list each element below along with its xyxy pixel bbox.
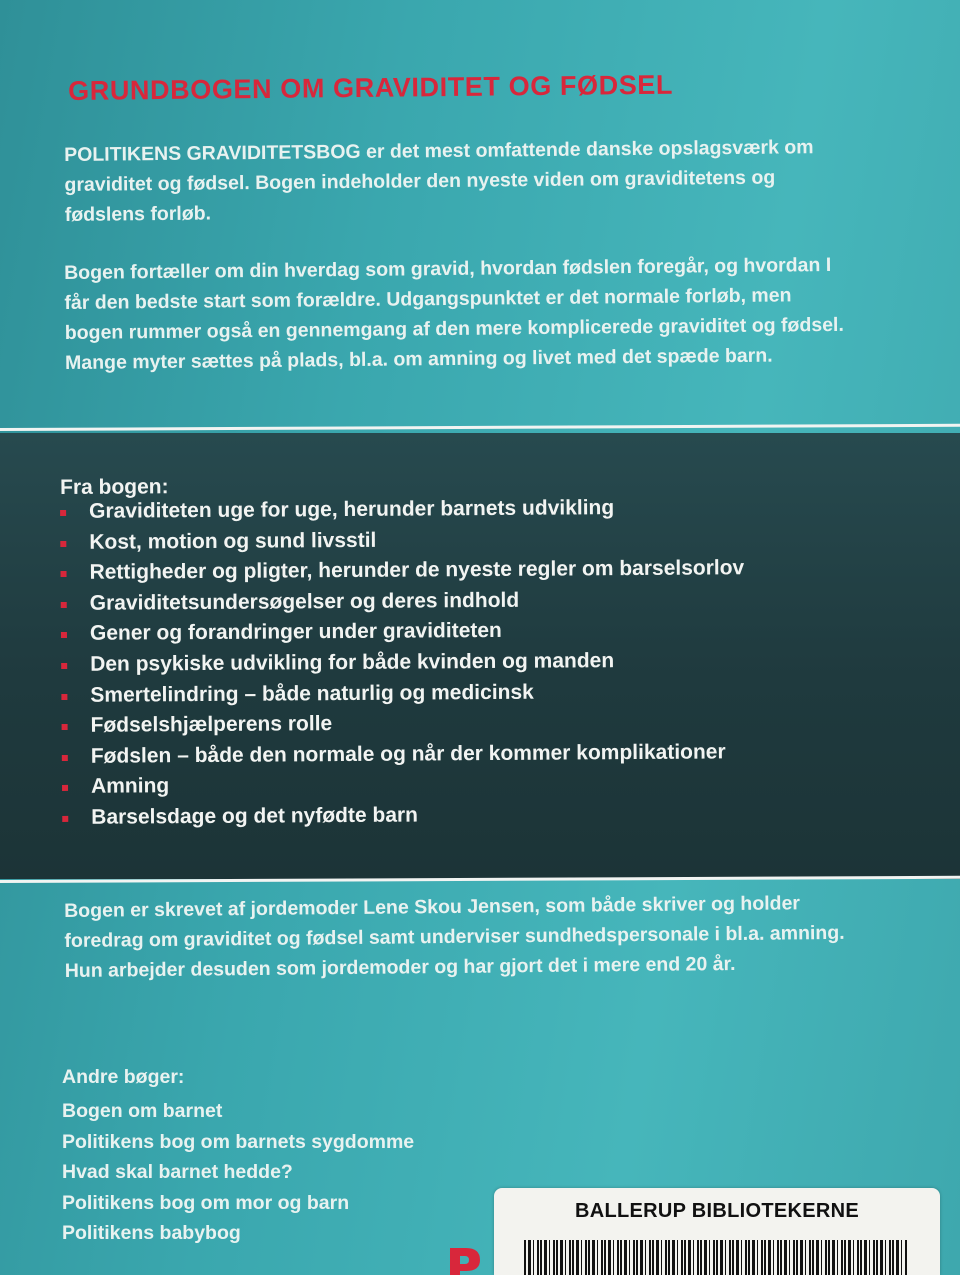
publisher-logo-icon (444, 1244, 484, 1275)
list-item: Den psykiske udvikling for både kvinden og manden (59, 645, 745, 680)
bullet-square-icon (62, 755, 68, 761)
features-title: Fra bogen: (60, 475, 169, 499)
bullet-square-icon (61, 632, 67, 638)
list-item: Gener og forandringer under graviditeten (59, 615, 745, 650)
list-item: Graviditetsundersøgelser og deres indhold (59, 584, 745, 619)
bullet-square-icon (62, 785, 68, 791)
barcode-icon (524, 1240, 908, 1275)
bullet-square-icon (62, 724, 68, 730)
bullet-square-icon (60, 510, 66, 516)
cover-heading: GRUNDBOGEN OM GRAVIDITET OG FØDSEL (68, 69, 674, 106)
list-item: Barselsdage og det nyfødte barn (60, 798, 746, 833)
bullet-square-icon (62, 816, 68, 822)
list-item: Graviditeten uge for uge, herunder barnets udvikling (58, 492, 744, 527)
other-books-title: Andre bøger: (62, 1066, 185, 1088)
bullet-square-icon (61, 663, 67, 669)
list-item: Politikens bog om mor og barn (62, 1191, 350, 1214)
bullet-square-icon (61, 694, 67, 700)
list-item: Hvad skal barnet hedde? (62, 1161, 293, 1183)
list-item: Politikens bog om barnets sygdomme (62, 1130, 415, 1153)
library-name: BALLERUP BIBLIOTEKERNE (574, 1200, 860, 1222)
list-item: Amning (60, 768, 746, 803)
list-item: Smertelindring – både naturlig og medicinsk (59, 676, 745, 711)
intro-paragraph-1: POLITIKENS GRAVIDITETSBOG er det mest omfattende danske opslagsværk om graviditet og fødsel. Bogen indeholder den nyeste viden om graviditetens og fødslens forløb. (64, 136, 814, 226)
list-item: Politikens babybog (62, 1222, 241, 1244)
intro-paragraph-2: Bogen fortæller om din hverdag som gravid, hvordan fødslen foregår, og hvordan I får den bedste start som forældre. Udgangspunktet er det normale forløb, men bogen rummer også en gennemgang af den mere komplicerede graviditet og fødsel. Mange myter sættes på plads, bl.a. om amning og livet med det spæde barn. (64, 253, 844, 374)
list-item: Kost, motion og sund livsstil (58, 523, 744, 558)
author-paragraph: Bogen er skrevet af jordemoder Lene Skou Jensen, som både skriver og holder foredrag om graviditet og fødsel samt underviser sundhedspersonale i bl.a. amning. Hun arbejder desuden som jordemoder og har gjort det i mere end 20 år. (64, 892, 845, 982)
library-sticker (494, 1188, 940, 1275)
bullet-square-icon (60, 541, 66, 547)
other-books-list (62, 1096, 414, 1249)
bullet-square-icon (61, 602, 67, 608)
bullet-square-icon (61, 571, 67, 577)
list-item: Fødslen – både den normale og når der kommer komplikationer (60, 737, 746, 772)
top-section (0, 0, 960, 428)
features-list (58, 492, 746, 833)
list-item: Fødselshjælperens rolle (59, 706, 745, 741)
list-item: Rettigheder og pligter, herunder de nyeste regler om barselsorlov (58, 553, 744, 588)
list-item: Bogen om barnet (62, 1100, 223, 1122)
